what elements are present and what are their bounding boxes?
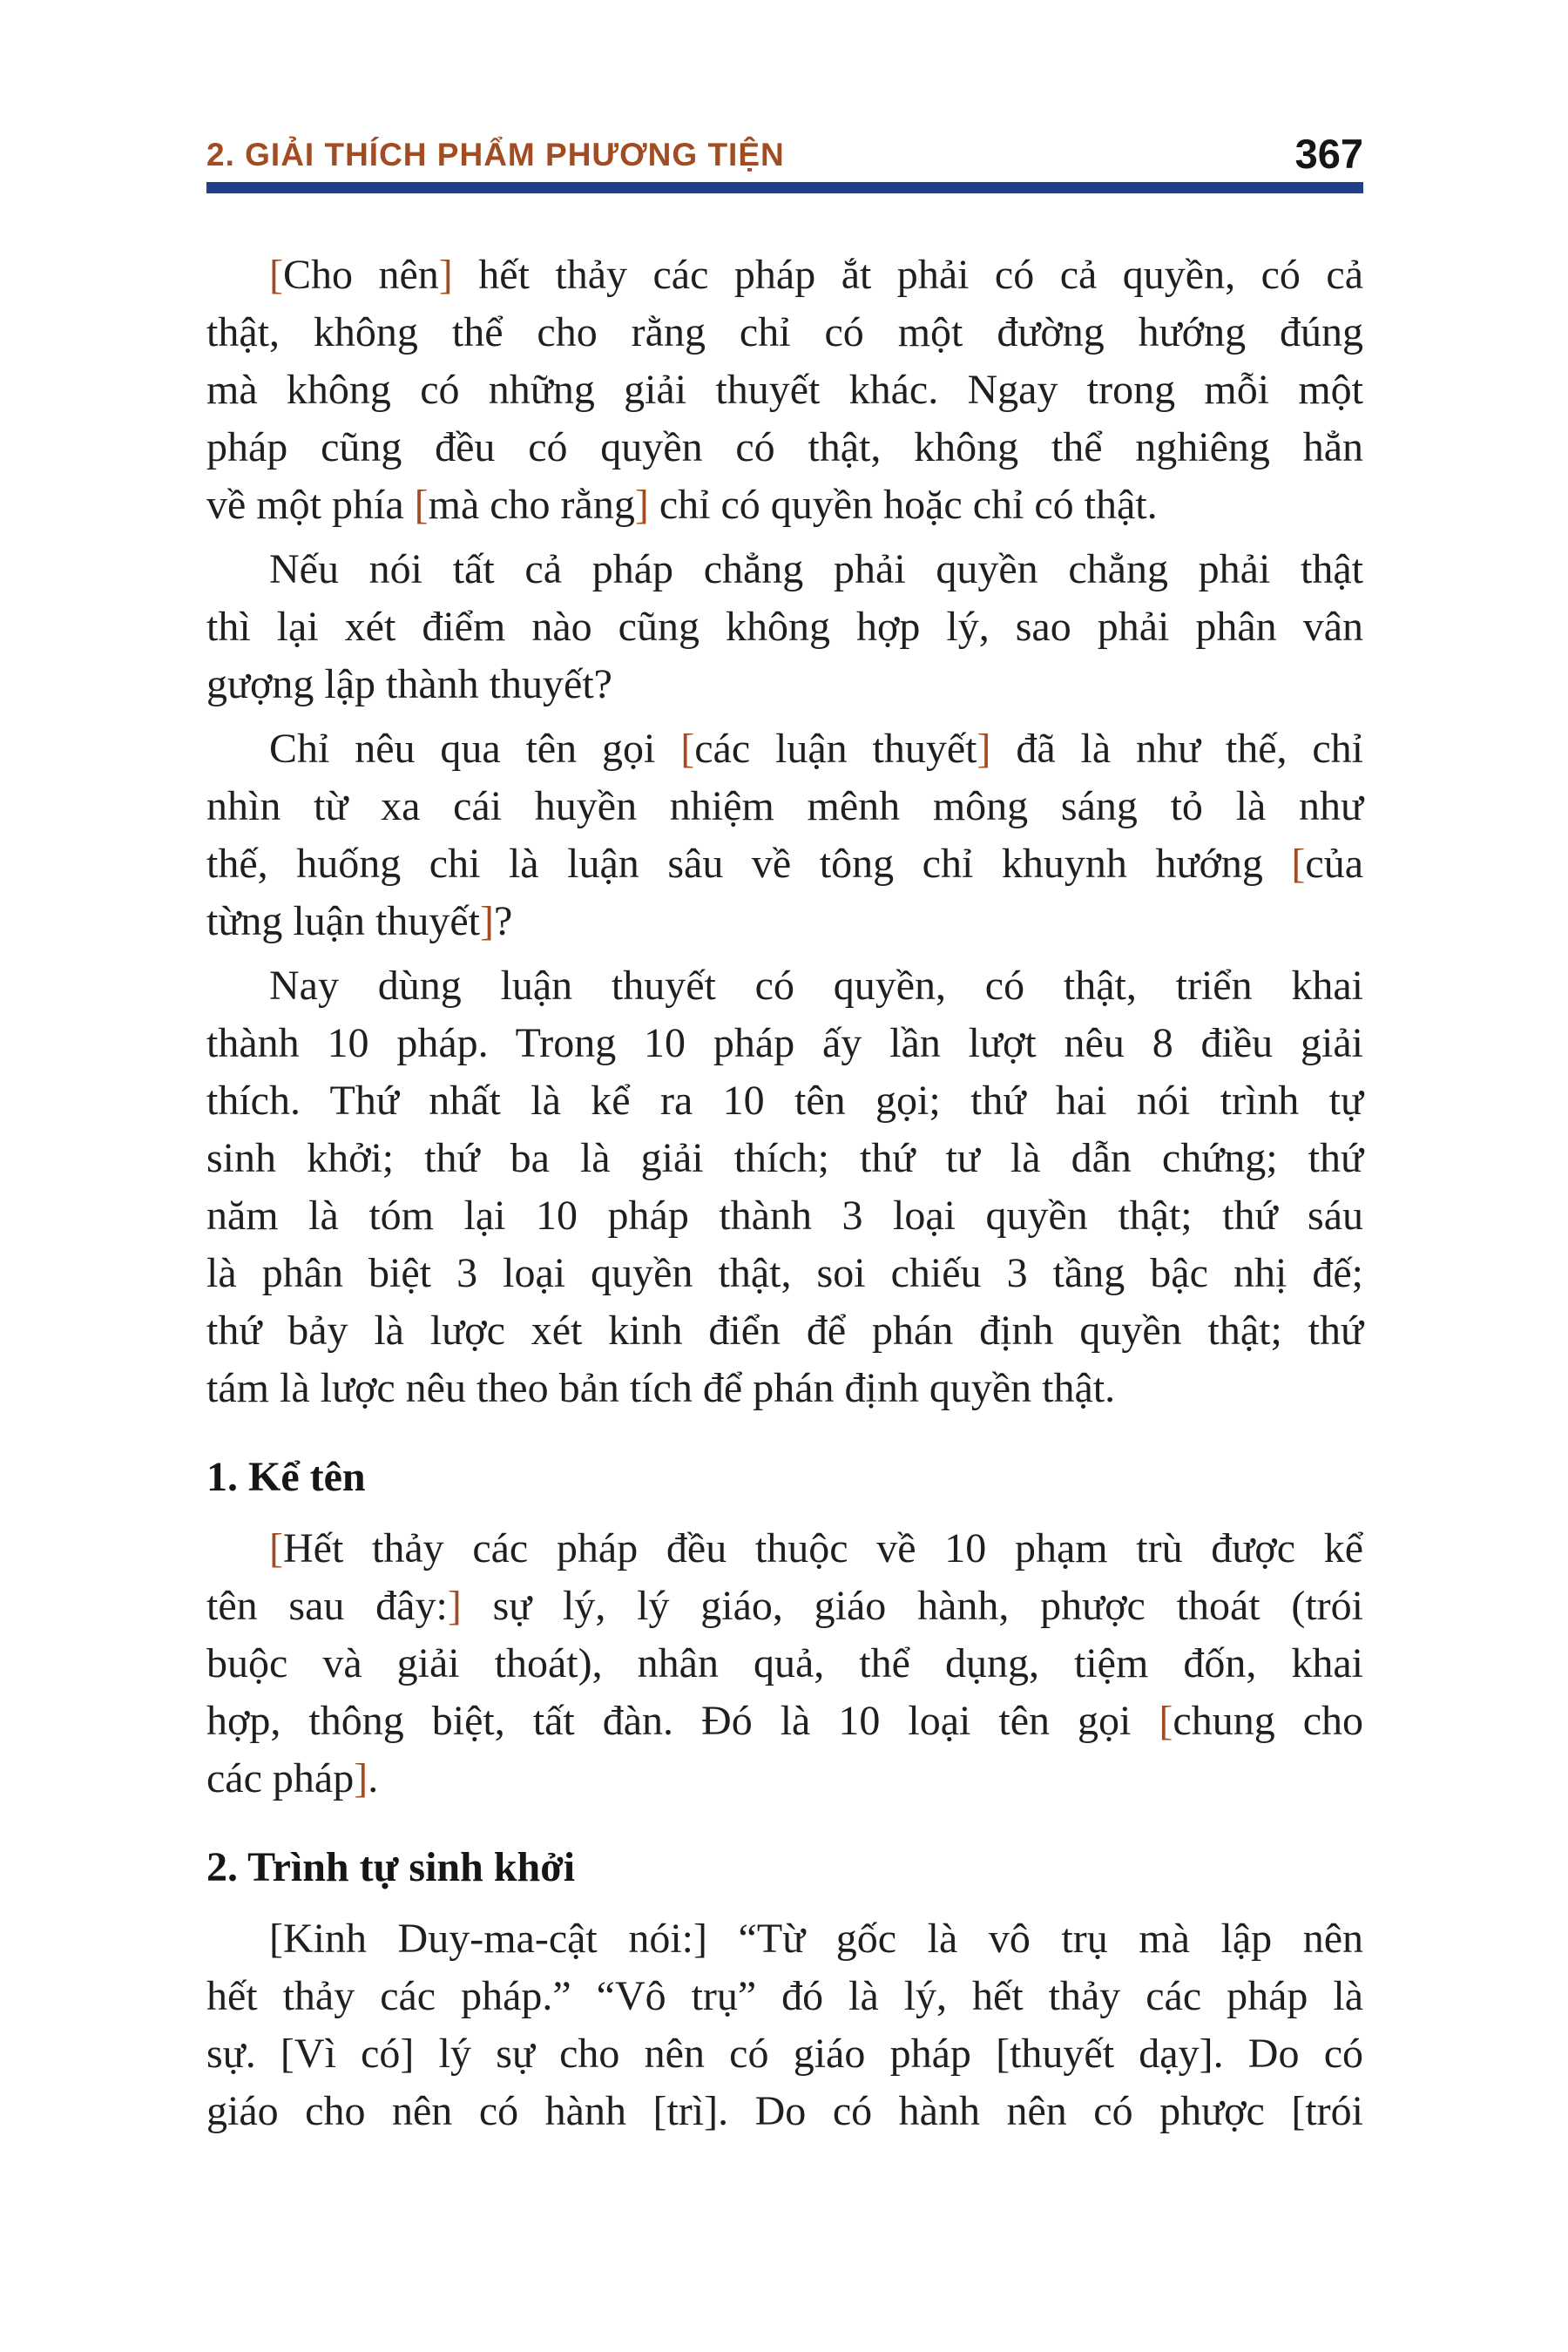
editorial-bracket: [ — [269, 252, 283, 298]
text-line — [206, 541, 1363, 598]
text-line — [206, 304, 1363, 362]
editorial-bracket: ] — [977, 726, 991, 772]
text-segment: năm là tóm lại 10 pháp thành 3 loại quyền thật; thứ sáu — [206, 1193, 1363, 1239]
text-line — [206, 362, 1363, 419]
text-line — [206, 1245, 1363, 1302]
text-segment: pháp cũng đều có quyền có thật, không thể nghiêng hẳn — [206, 424, 1363, 470]
text-line — [206, 1578, 1363, 1635]
text-segment: thành 10 pháp. Trong 10 pháp ấy lần lượt nêu 8 điều giải — [206, 1020, 1363, 1066]
text-segment: sự. [Vì có] lý sự cho nên có giáo pháp [thuyết dạy]. Do có — [206, 2031, 1363, 2077]
header-rule — [206, 182, 1363, 193]
text-line — [206, 1130, 1363, 1187]
text-segment: đã là như thế, chỉ — [990, 726, 1363, 772]
text-segment: Hết thảy các pháp đều thuộc về 10 phạm trù được kể — [282, 1525, 1363, 1571]
text-segment: mà cho rằng — [428, 482, 635, 528]
paragraph — [206, 247, 1363, 534]
text-segment: chỉ có quyền hoặc chỉ có thật. — [648, 482, 1158, 528]
section-heading: 2. Trình tự sinh khởi — [206, 1844, 576, 1890]
paragraph — [206, 720, 1363, 950]
page-number: 367 — [1294, 131, 1363, 177]
editorial-bracket: [ — [414, 482, 429, 528]
text-segment: hết thảy các pháp ắt phải có cả quyền, có cả — [452, 252, 1363, 298]
text-segment: thứ bảy là lược xét kinh điển để phán định quyền thật; thứ — [206, 1308, 1363, 1354]
text-line — [206, 1072, 1363, 1130]
section-heading: 1. Kể tên — [206, 1454, 366, 1500]
text-segment: các pháp — [206, 1755, 355, 1801]
text-line — [206, 1015, 1363, 1072]
editorial-bracket: ] — [479, 898, 494, 944]
text-line — [206, 656, 1363, 713]
text-segment: Chỉ nêu qua tên gọi — [269, 726, 681, 772]
text-segment: về một phía — [206, 482, 415, 528]
text-segment: tám là lược nêu theo bản tích để phán định quyền thật. — [206, 1365, 1116, 1411]
paragraph — [206, 1520, 1363, 1808]
editorial-bracket: ] — [438, 252, 453, 298]
text-segment: thích. Thứ nhất là kể ra 10 tên gọi; thứ hai nói trình tự — [206, 1078, 1363, 1124]
text-segment: chung cho — [1173, 1698, 1364, 1744]
text-segment: là phân biệt 3 loại quyền thật, soi chiếu 3 tầng bậc nhị đế; — [206, 1250, 1363, 1296]
text-line — [206, 1360, 1363, 1417]
text-line — [206, 1635, 1363, 1693]
text-segment: các luận thuyết — [694, 726, 977, 772]
text-line — [206, 778, 1363, 835]
text-line — [206, 893, 1363, 950]
text-line — [206, 1187, 1363, 1245]
text-segment: buộc và giải thoát), nhân quả, thể dụng, tiệm đốn, khai — [206, 1640, 1363, 1686]
editorial-bracket: ] — [354, 1755, 368, 1801]
body-text — [206, 247, 1363, 2140]
text-segment: nhìn từ xa cái huyền nhiệm mênh mông sáng tỏ là như — [206, 783, 1363, 829]
paragraph — [206, 541, 1363, 713]
text-line — [206, 247, 1363, 304]
text-segment: Nay dùng luận thuyết có quyền, có thật, triển khai — [269, 963, 1363, 1009]
editorial-bracket: ] — [447, 1583, 462, 1629]
text-segment: gượng lập thành thuyết? — [206, 661, 612, 707]
text-line — [206, 1968, 1363, 2025]
text-line — [206, 957, 1363, 1015]
text-line — [206, 2025, 1363, 2083]
text-segment: của — [1305, 841, 1363, 887]
text-segment: giáo cho nên có hành [trì]. Do có hành nên có phược [trói — [206, 2088, 1363, 2134]
text-segment: từng luận thuyết — [206, 898, 480, 944]
text-line — [206, 1693, 1363, 1750]
text-line — [206, 720, 1363, 778]
editorial-bracket: [ — [269, 1525, 283, 1571]
text-segment: thật, không thể cho rằng chỉ có một đường hướng đúng — [206, 309, 1363, 355]
paragraph — [206, 957, 1363, 1417]
editorial-bracket: [ — [1291, 841, 1306, 887]
text-line — [206, 1302, 1363, 1360]
text-segment: tên sau đây: — [206, 1583, 448, 1629]
text-segment: Cho nên — [282, 252, 439, 298]
text-segment: Nếu nói tất cả pháp chẳng phải quyền chẳng phải thật — [269, 546, 1363, 592]
text-segment: [Kinh Duy-ma-cật nói:] “Từ gốc là vô trụ mà lập nên — [269, 1916, 1363, 1962]
text-segment: ? — [493, 898, 513, 944]
text-segment: thế, huống chi là luận sâu về tông chỉ khuynh hướng — [206, 841, 1292, 887]
editorial-bracket: [ — [1159, 1698, 1173, 1744]
text-line — [206, 835, 1363, 893]
editorial-bracket: ] — [634, 482, 649, 528]
text-segment: hợp, thông biệt, tất đàn. Đó là 10 loại tên gọi — [206, 1698, 1159, 1744]
text-segment: sự lý, lý giáo, giáo hành, phược thoát (trói — [461, 1583, 1363, 1629]
text-segment: . — [368, 1755, 379, 1801]
running-head-title: 2. GIẢI THÍCH PHẨM PHƯƠNG TIỆN — [206, 137, 785, 172]
text-line — [206, 476, 1363, 534]
text-segment: thì lại xét điểm nào cũng không hợp lý, sao phải phân vân — [206, 604, 1363, 650]
editorial-bracket: [ — [680, 726, 695, 772]
text-line — [206, 1520, 1363, 1578]
text-segment: mà không có những giải thuyết khác. Ngay trong mỗi một — [206, 367, 1363, 413]
paragraph — [206, 1910, 1363, 2140]
text-line — [206, 419, 1363, 476]
text-line — [206, 1750, 1363, 1808]
page-header — [206, 113, 1363, 177]
text-line — [206, 2083, 1363, 2140]
text-segment: hết thảy các pháp.” “Vô trụ” đó là lý, hết thảy các pháp là — [206, 1973, 1363, 2019]
text-segment: sinh khởi; thứ ba là giải thích; thứ tư là dẫn chứng; thứ — [206, 1135, 1363, 1181]
text-line — [206, 598, 1363, 656]
text-line — [206, 1910, 1363, 1968]
